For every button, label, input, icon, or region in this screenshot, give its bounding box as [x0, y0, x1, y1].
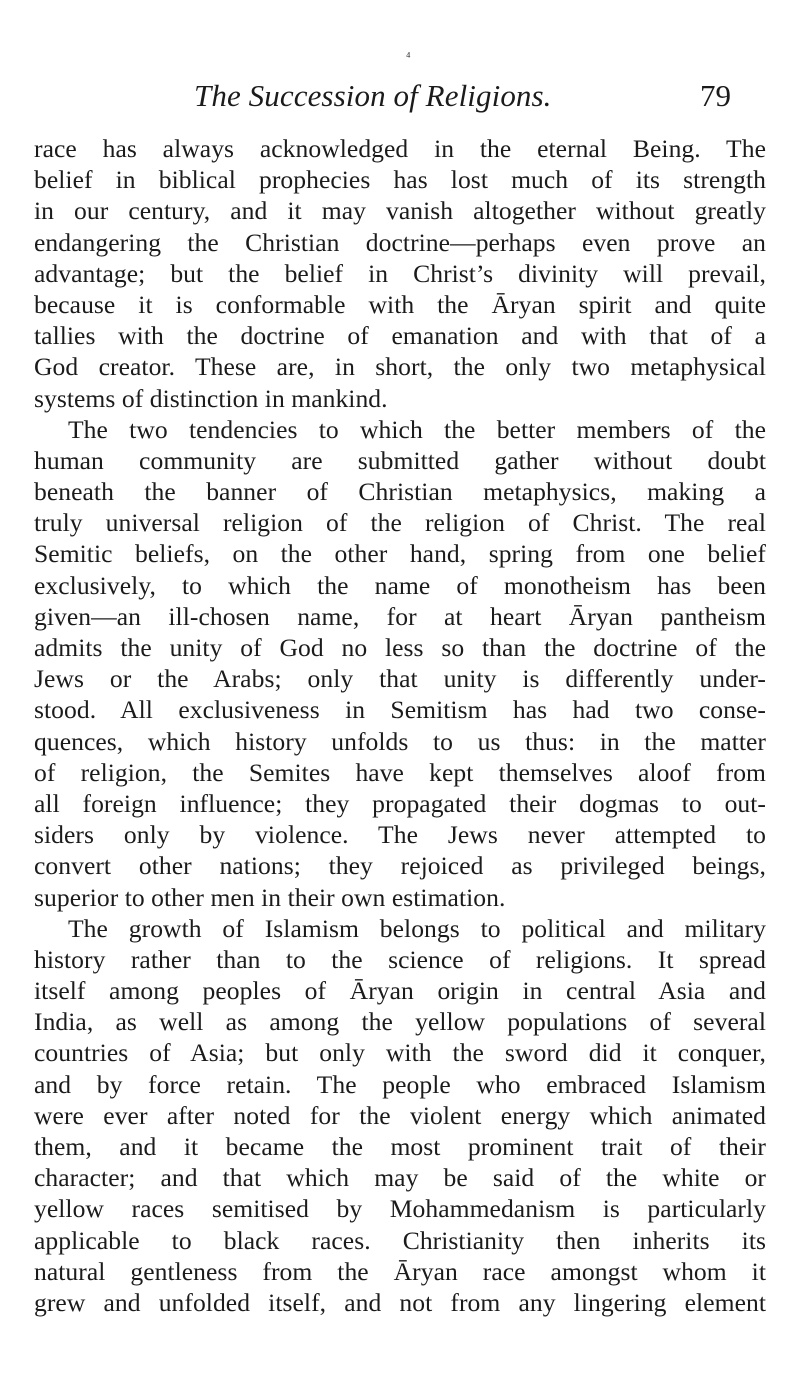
text-line-5: advantage; but the belief in Christ’s divinity will prevail, [34, 258, 766, 288]
text-line-15: exclusively, to which the name of monotheism has been [34, 570, 766, 600]
page-header [0, 76, 800, 116]
text-line-35: yellow races semitised by Mohammedanism is particularly [34, 1194, 766, 1224]
text-line-32: were ever after noted for the violent energy which animated [34, 1100, 766, 1130]
text-line-23: siders only by violence. The Jews never attempted to [34, 820, 766, 850]
text-line-2: belief in biblical prophecies has lost much of its strength [34, 165, 766, 195]
text-line-10: The two tendencies to which the better members of the [68, 414, 766, 444]
body-text [34, 133, 766, 1318]
text-line-24: convert other nations; they rejoiced as privileged beings, [34, 851, 766, 881]
text-line-18: Jews or the Arabs; only that unity is differently under- [34, 664, 766, 694]
text-line-27: history rather than to the science of religions. It spread [34, 944, 766, 974]
text-line-11: human community are submitted gather without doubt [34, 445, 766, 475]
text-line-4: endangering the Christian doctrine—perhaps even prove an [34, 227, 766, 257]
text-line-13: truly universal religion of the religion of Christ. The real [34, 508, 766, 538]
text-line-17: admits the unity of God no less so than the doctrine of the [34, 633, 766, 662]
text-line-22: all foreign influence; they propagated their dogmas to out- [34, 788, 766, 818]
text-line-6: because it is conformable with the Āryan spirit and quite [34, 289, 766, 319]
printer-mark: ⁴ [406, 49, 411, 64]
text-line-37: natural gentleness from the Āryan race amongst whom it [34, 1256, 766, 1286]
text-line-19: stood. All exclusiveness in Semitism has had two conse- [34, 695, 766, 725]
text-line-7: tallies with the doctrine of emanation and with that of a [34, 321, 766, 351]
text-line-3: in our century, and it may vanish altogether without greatly [34, 196, 766, 226]
text-line-25: superior to other men in their own estimation. [34, 882, 506, 912]
text-line-14: Semitic beliefs, on the other hand, spring from one belief [34, 539, 766, 569]
text-line-16: given—an ill-chosen name, for at heart Āryan pantheism [34, 601, 766, 631]
running-title: The Succession of Religions. [194, 78, 552, 113]
text-line-1: race has always acknowledged in the eternal Being. The [34, 134, 766, 163]
text-line-31: and by force retain. The people who embraced Islamism [34, 1069, 766, 1099]
text-line-28: itself among peoples of Āryan origin in central Asia and [34, 976, 766, 1006]
text-line-34: character; and that which may be said of the white or [34, 1163, 766, 1193]
text-line-33: them, and it became the most prominent trait of their [34, 1132, 766, 1161]
text-line-20: quences, which history unfolds to us thus: in the matter [34, 726, 766, 756]
text-line-21: of religion, the Semites have kept themselves aloof from [34, 757, 766, 787]
text-line-29: India, as well as among the yellow populations of several [34, 1007, 766, 1037]
text-line-30: countries of Asia; but only with the sword did it conquer, [34, 1038, 766, 1068]
page-number: 79 [700, 78, 731, 113]
text-line-38: grew and unfolded itself, and not from any lingering element [34, 1287, 766, 1317]
text-line-9: systems of distinction in mankind. [34, 383, 388, 413]
text-line-12: beneath the banner of Christian metaphysics, making a [34, 477, 766, 507]
text-line-8: God creator. These are, in short, the only two metaphysical [34, 352, 766, 382]
text-line-36: applicable to black races. Christianity then inherits its [34, 1225, 766, 1255]
text-line-26: The growth of Islamism belongs to political and military [68, 913, 766, 943]
